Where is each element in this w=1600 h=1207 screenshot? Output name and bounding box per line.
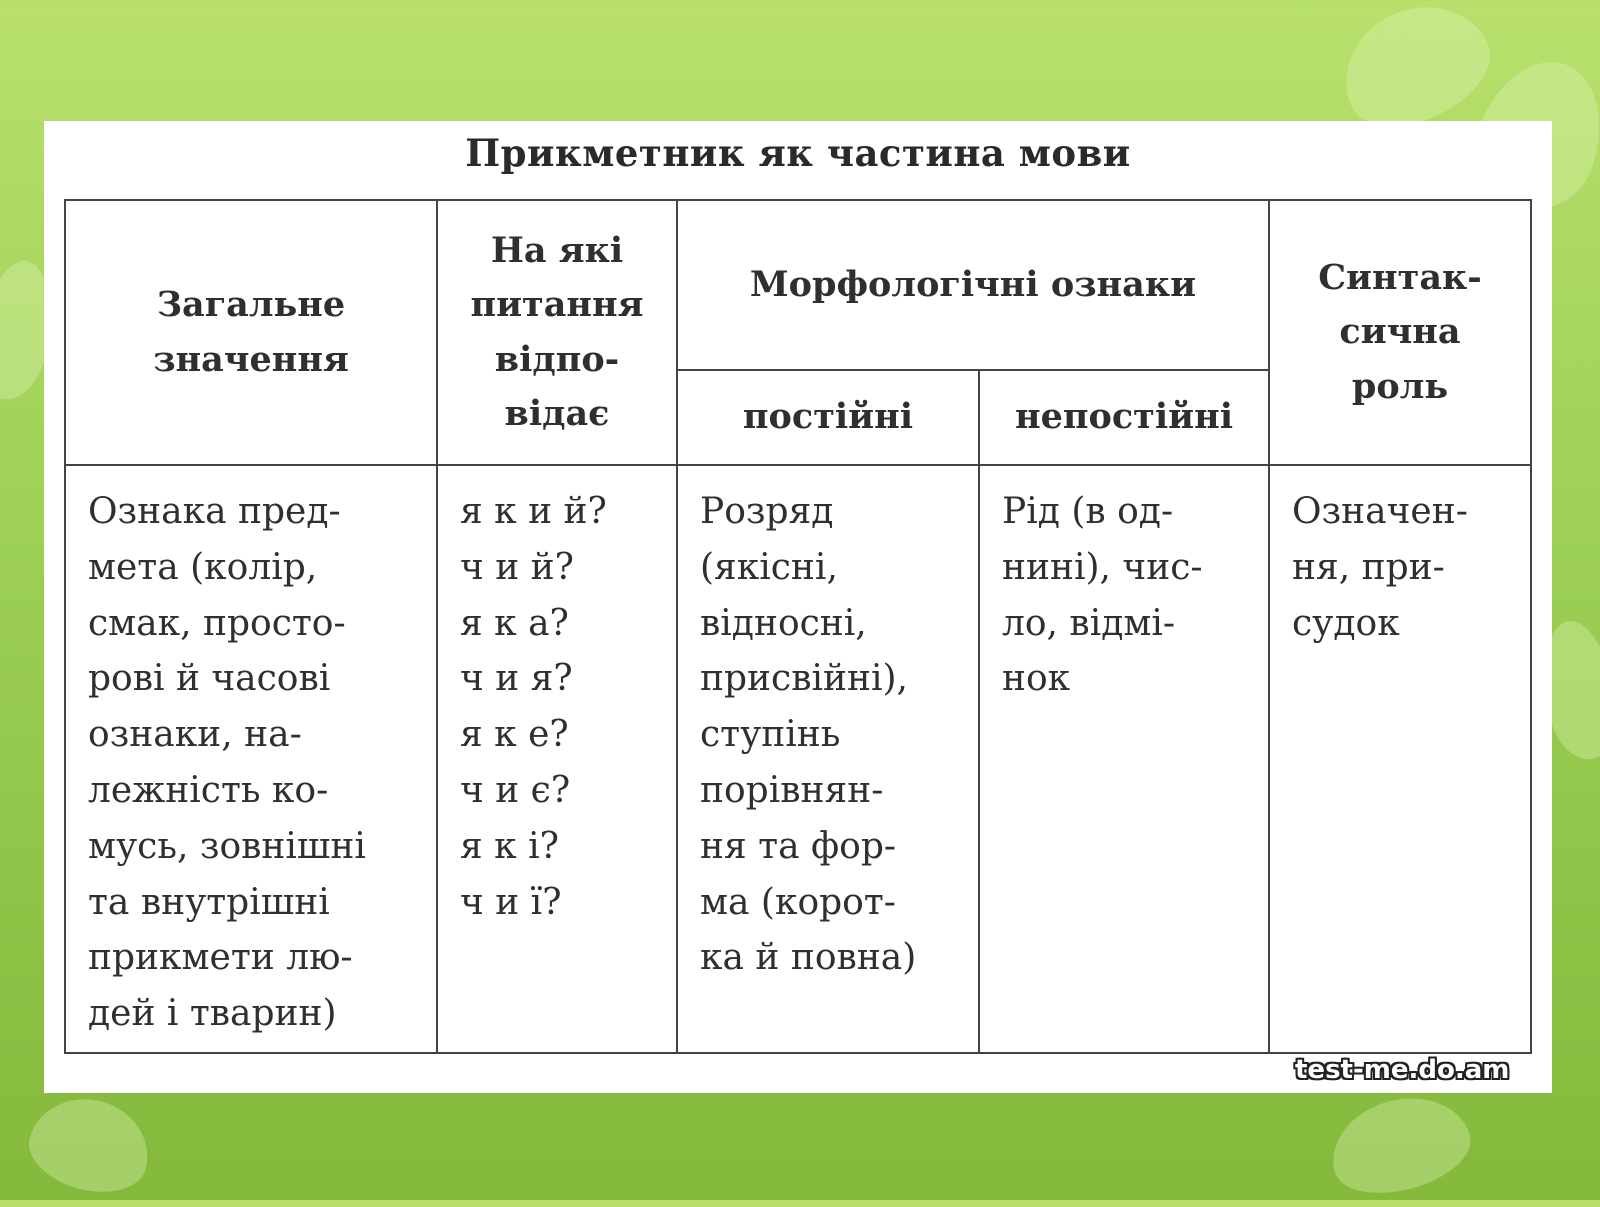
cell-general-meaning: Ознака пред- мета (колір, смак, просто- рові й часові ознаки, на- лежність ко- мусь, зовнішні та внутрішні прикмети лю- дей і тварин) bbox=[65, 465, 437, 1053]
header-general-meaning: Загальне значення bbox=[65, 200, 437, 465]
header-questions: На які питання відпо- відає bbox=[437, 200, 677, 465]
watermark: test-me.do.am bbox=[1295, 1055, 1510, 1085]
header-syntax-role: Синтак- сична роль bbox=[1269, 200, 1531, 465]
header-permanent: постійні bbox=[677, 370, 979, 465]
adjective-table bbox=[64, 199, 1532, 1054]
cell-questions: я к и й? ч и й? я к а? ч и я? я к е? ч и є? я к і? ч и ї? bbox=[437, 465, 677, 1053]
table-card bbox=[44, 121, 1552, 1093]
header-non-permanent: непостійні bbox=[979, 370, 1269, 465]
butterfly-decoration bbox=[1321, 1083, 1480, 1206]
cell-syntax-role: Означен- ня, при- судок bbox=[1269, 465, 1531, 1053]
cell-permanent: Розряд (якісні, відносні, присвійні), ступінь порівнян- ня та фор- ма (корот- ка й повна) bbox=[677, 465, 979, 1053]
cell-non-permanent: Рід (в од- нині), чис- ло, відмі- нок bbox=[979, 465, 1269, 1053]
page-title: Прикметник як частина мови bbox=[465, 131, 1131, 175]
header-morph: Морфологічні ознаки bbox=[677, 200, 1269, 370]
butterfly-decoration bbox=[20, 1086, 159, 1204]
